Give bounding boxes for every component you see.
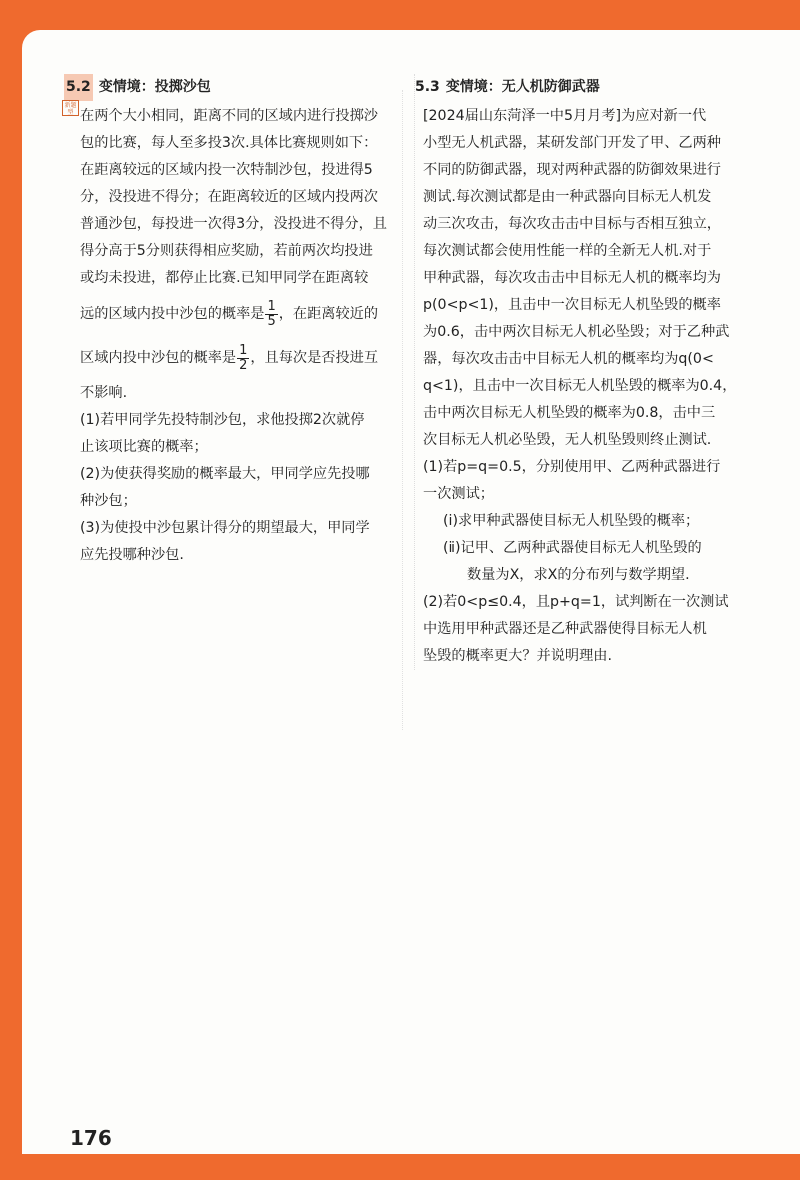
new-type-badge: 新题型 — [62, 100, 79, 116]
text-line: 不同的防御武器，现对两种武器的防御效果进行 — [423, 162, 721, 178]
question-3-cont: 应先投哪种沙包. — [80, 547, 184, 563]
fraction-numerator: 1 — [239, 342, 248, 358]
question-1-i: (ⅰ)求甲种武器使目标无人机坠毁的概率； — [443, 513, 700, 529]
question-2: (2)若0<p≤0.4，且p+q=1，试判断在一次测试 — [423, 594, 729, 610]
text-line: 每次测试都会使用性能一样的全新无人机.对于 — [423, 243, 712, 259]
text-line: 器，每次攻击击中目标无人机的概率均为q(0< — [423, 351, 714, 367]
fraction-numerator: 1 — [267, 298, 276, 314]
problem-body — [415, 103, 755, 670]
text-line: 在两个大小相同，距离不同的区域内进行投掷沙 — [80, 108, 378, 124]
question-1-ii-cont: 数量为X，求X的分布列与数学期望. — [467, 567, 690, 583]
fraction-denominator: 5 — [267, 313, 276, 329]
text-span: ，且每次是否投进互 — [250, 350, 379, 366]
problem-number: 5.3 — [415, 79, 440, 95]
question-2-cont: 坠毁的概率更大？并说明理由. — [423, 648, 612, 664]
problem-heading — [415, 74, 755, 101]
text-line: 包的比赛，每人至多投3次.具体比赛规则如下： — [80, 135, 378, 151]
text-line: 或均未投进，都停止比赛.已知甲同学在距离较 — [80, 270, 369, 286]
text-line: 在距离较远的区域内投一次特制沙包，投进得5 — [80, 162, 373, 178]
text-line: 为0.6，击中两次目标无人机必坠毁；对于乙种武 — [423, 324, 730, 340]
question-1-cont: 止该项比赛的概率； — [80, 439, 208, 455]
text-line: 次目标无人机必坠毁，无人机坠毁则终止测试. — [423, 432, 712, 448]
text-line: 不影响. — [80, 385, 128, 401]
text-line: q<1)，且击中一次目标无人机坠毁的概率为0.4， — [423, 378, 737, 394]
question-3: (3)为使投中沙包累计得分的期望最大，甲同学 — [80, 520, 370, 536]
text-span: ，在距离较近的 — [278, 306, 379, 322]
problem-5-3 — [414, 74, 755, 670]
fraction — [265, 300, 277, 329]
text-span: 区域内投中沙包的概率是 — [80, 350, 237, 366]
text-line: 甲种武器，每次攻击击中目标无人机的概率均为 — [423, 270, 721, 286]
text-line: 得分高于5分则获得相应奖励，若前两次均投进 — [80, 243, 373, 259]
text-line-fraction — [80, 336, 394, 380]
text-line: 测试.每次测试都是由一种武器向目标无人机发 — [423, 189, 712, 205]
fraction-denominator: 2 — [239, 357, 248, 373]
question-2-cont: 中选用甲种武器还是乙种武器使得目标无人机 — [423, 621, 707, 637]
text-line: p(0<p<1)，且击中一次目标无人机坠毁的概率 — [423, 297, 721, 313]
text-line: 分，没投进不得分；在距离较近的区域内投两次 — [80, 189, 378, 205]
text-line: 小型无人机武器，某研发部门开发了甲、乙两种 — [423, 135, 721, 151]
page-number: 176 — [70, 1126, 112, 1150]
question-1-ii: (ⅱ)记甲、乙两种武器使目标无人机坠毁的 — [443, 540, 702, 556]
problem-heading — [64, 74, 394, 101]
page-sheet — [22, 30, 800, 1154]
question-1: (1)若甲同学先投特制沙包，求他投掷2次就停 — [80, 412, 365, 428]
text-line: [2024届山东菏泽一中5月月考]为应对新一代 — [423, 108, 707, 124]
problem-body — [64, 103, 394, 569]
question-2-cont: 种沙包； — [80, 493, 137, 509]
problem-number: 5.2 — [64, 74, 93, 101]
text-span: 远的区域内投中沙包的概率是 — [80, 306, 265, 322]
question-2: (2)为使获得奖励的概率最大，甲同学应先投哪 — [80, 466, 370, 482]
column-divider — [402, 90, 403, 730]
text-line: 普通沙包，每投进一次得3分，没投进不得分，且 — [80, 216, 387, 232]
problem-title: 变情境：无人机防御武器 — [445, 79, 600, 95]
problem-5-2 — [64, 74, 394, 569]
fraction — [237, 344, 249, 373]
text-line-fraction — [80, 292, 394, 336]
text-line: 动三次攻击，每次攻击击中目标与否相互独立， — [423, 216, 721, 232]
question-1-cont: 一次测试； — [423, 486, 494, 502]
question-1: (1)若p=q=0.5，分别使用甲、乙两种武器进行 — [423, 459, 721, 475]
problem-title: 变情境：投掷沙包 — [98, 79, 211, 95]
text-line: 击中两次目标无人机坠毁的概率为0.8，击中三 — [423, 405, 716, 421]
